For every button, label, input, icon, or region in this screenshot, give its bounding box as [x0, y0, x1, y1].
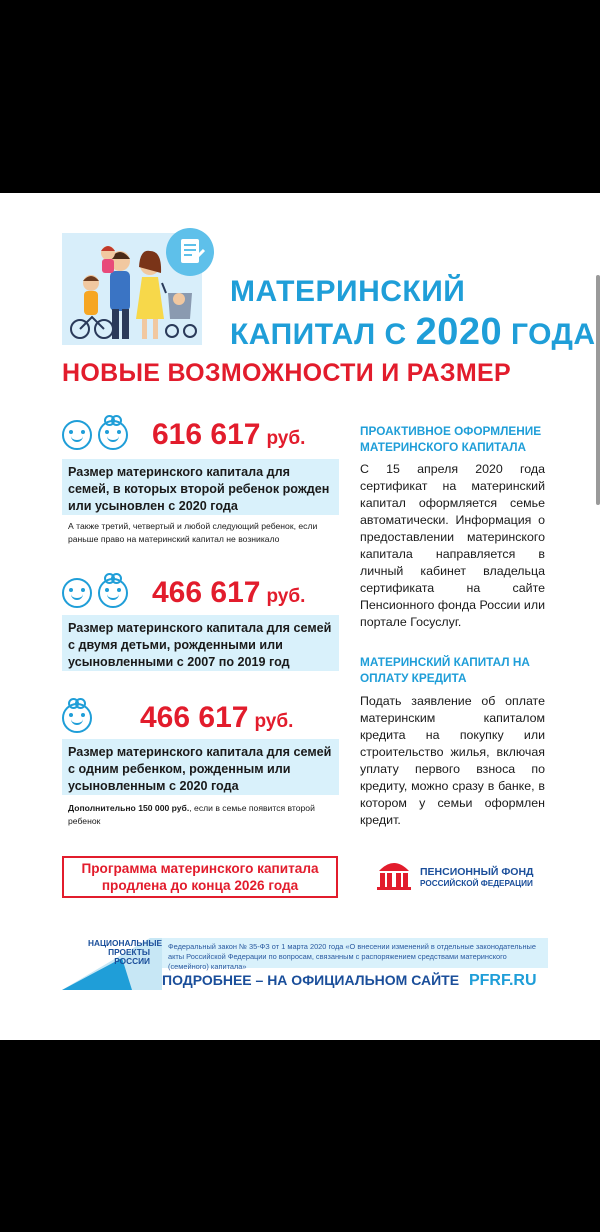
site-url[interactable]: PFRF.RU: [468, 972, 537, 989]
amount-description-3: Размер материнского капитала для семей с одним ребенком, рожденным или усыновленным с 2020 года: [62, 739, 339, 795]
pfr-name: ПЕНСИОННЫЙ ФОНД РОССИЙСКОЙ ФЕДЕРАЦИИ: [420, 866, 534, 888]
proactive-text: С 15 апреля 2020 года сертификат на материнский капитал оформляется семье автоматически. Информация о предоставлении материнского капитала направляется в личный кабинет владельца сертификата на сайте Пенсионного фонда России или портале Госуслуг.: [360, 462, 545, 629]
credit-title: МАТЕРИНСКИЙ КАПИТАЛ НА ОПЛАТУ КРЕДИТА: [360, 655, 530, 685]
main-title-line2: [230, 311, 596, 354]
boy-face-icon: [62, 578, 92, 608]
boy-face-icon: [62, 420, 92, 450]
amount-value-3: 466 617 руб.: [140, 701, 294, 734]
document-icon: [166, 228, 214, 276]
amount-description-2: Размер материнского капитала для семей с двумя детьми, рожденными или усыновленными с 2007 по 2019 год: [62, 615, 339, 671]
amount-row-1: [62, 415, 305, 455]
title-year: 2020: [415, 311, 503, 353]
amount-note-3: Дополнительно 150 000 руб., если в семье появится второй ребенок: [68, 803, 315, 826]
scrollbar[interactable]: [596, 275, 600, 505]
law-reference: Федеральный закон № 35-ФЗ от 1 марта 2020 года «О внесении изменений в отдельные законодательные акты Российской Федерации по вопросам, связанным с распоряжением средствами материнского (семейного) капитала»: [162, 938, 548, 968]
official-site-link[interactable]: [162, 972, 537, 990]
girl-face-icon: [62, 703, 92, 733]
amount-value-1: 616 617 руб.: [152, 418, 306, 451]
amount-row-3: [62, 698, 293, 738]
infographic-page: [0, 193, 600, 1040]
main-title-line1: МАТЕРИНСКИЙ: [230, 275, 466, 308]
program-extension-box: Программа материнского капитала продлена до конца 2026 года: [62, 856, 338, 898]
proactive-title: ПРОАКТИВНОЕ ОФОРМЛЕНИЕ МАТЕРИНСКОГО КАПИТАЛА: [360, 424, 542, 454]
girl-face-icon: [98, 420, 128, 450]
credit-text: Подать заявление об оплате материнским капиталом кредита на покупку или строительство жилья, включая уплату первого взноса по кредиту, можно сразу в банке, в котором у семьи оформлен кредит.: [360, 694, 545, 827]
amount-description-1: Размер материнского капитала для семей, в которых второй ребенок рожден или усыновлен с 2020 года: [62, 459, 339, 515]
amount-value-2: 466 617 руб.: [152, 576, 306, 609]
more-label: ПОДРОБНЕЕ – НА ОФИЦИАЛЬНОМ САЙТЕ: [162, 972, 460, 988]
title-prefix: КАПИТАЛ С: [230, 318, 407, 351]
national-projects-text: НАЦИОНАЛЬНЫЕ ПРОЕКТЫ РОССИИ: [88, 938, 162, 966]
amount-row-2: [62, 573, 305, 613]
girl-face-icon: [98, 578, 128, 608]
amount-note-1: А также третий, четвертый и любой следующий ребенок, если раньше право на материнский капитал не возникало: [68, 521, 318, 544]
title-suffix: ГОДА: [510, 318, 596, 351]
subtitle: НОВЫЕ ВОЗМОЖНОСТИ И РАЗМЕР: [62, 359, 511, 387]
pfr-logo-icon: [375, 857, 413, 891]
